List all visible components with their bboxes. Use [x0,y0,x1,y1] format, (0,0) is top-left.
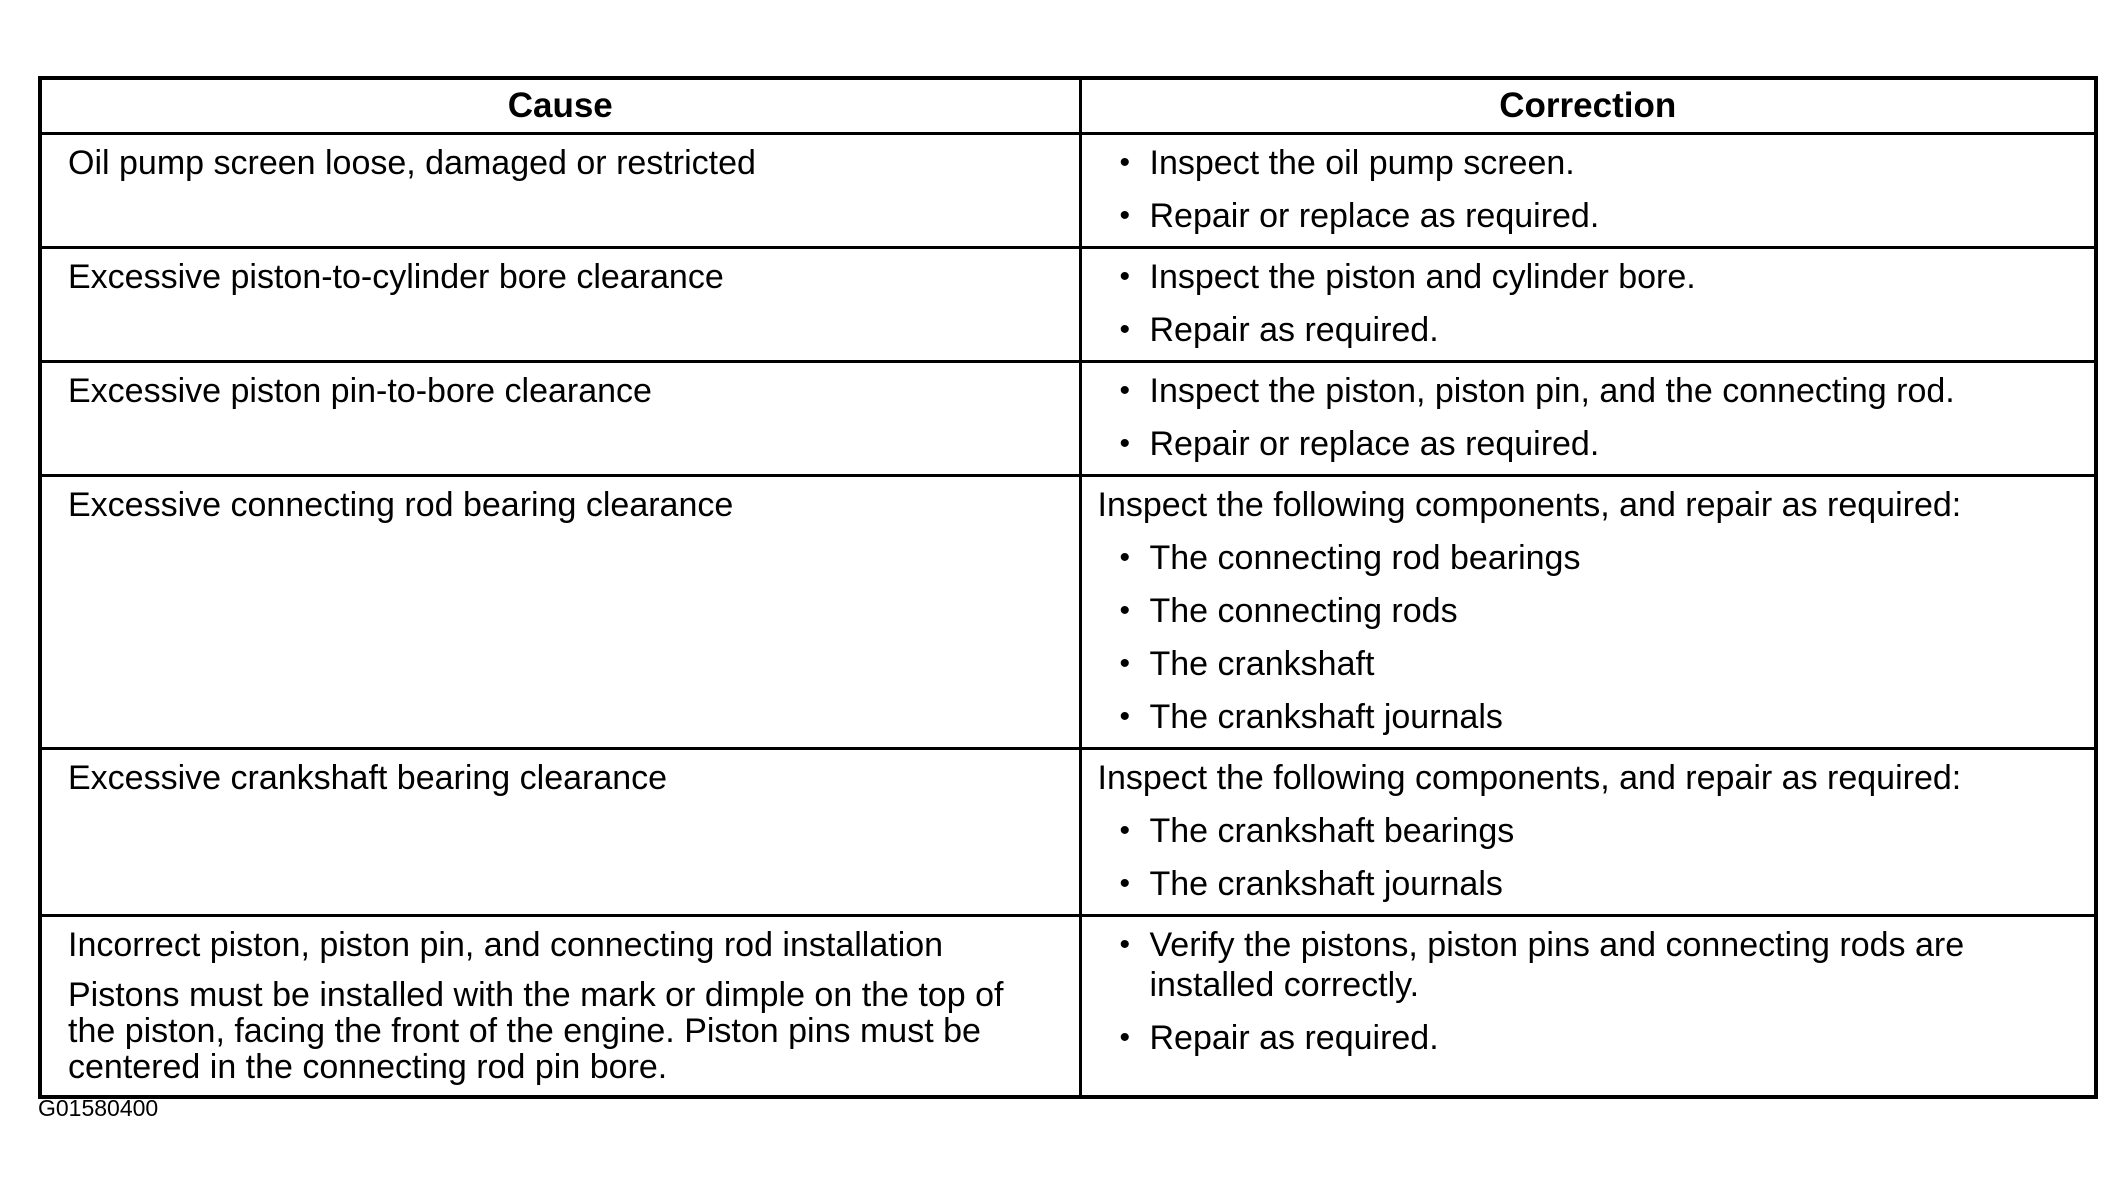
list-item [1098,196,2075,236]
list-item-text: Repair as required. [1149,311,1439,349]
bullet-icon: • [1119,260,1131,293]
list-item-text: Inspect the oil pump screen. [1149,144,1575,182]
list-item [1098,424,2075,464]
list-item-text: Inspect the piston, piston pin, and the connecting rod. [1149,372,1955,410]
cause-text: Incorrect piston, piston pin, and connecting rod installation [68,926,944,964]
cause-cell [40,134,1080,248]
table-header-row [40,78,2096,134]
bullet-icon: • [1119,146,1131,179]
table-row [40,134,2096,248]
table-row [40,916,2096,1098]
list-item [1098,644,2075,684]
correction-cell [1080,248,2096,362]
list-item-text: The crankshaft bearings [1149,812,1515,850]
bullet-icon: • [1119,700,1131,733]
table-row [40,248,2096,362]
bullet-icon: • [1119,313,1131,346]
list-item [1098,591,2075,631]
list-item-text: Verify the pistons, piston pins and connecting rods are installed correctly. [1149,926,1965,1004]
cause-cell [40,476,1080,749]
table-row [40,749,2096,916]
list-item-text: Repair or replace as required. [1149,425,1600,463]
bullet-icon: • [1119,199,1131,232]
list-item-text: The connecting rods [1149,592,1458,630]
cause-cell [40,362,1080,476]
bullet-icon: • [1119,374,1131,407]
bullet-icon: • [1119,541,1131,574]
correction-list [1098,538,2075,737]
cause-note: Pistons must be installed with the mark or dimple on the top of the piston, facing the front of the engine. Piston pins must be centered in the connecting rod pin bore. [68,976,1004,1086]
figure-id: G01580400 [38,1095,159,1121]
correction-cell [1080,749,2096,916]
list-item-text: Inspect the piston and cylinder bore. [1149,258,1696,296]
cause-cell [40,248,1080,362]
list-item [1098,538,2075,578]
correction-cell [1080,362,2096,476]
cause-cell [40,916,1080,1098]
bullet-icon: • [1119,928,1131,961]
list-item [1098,257,2075,297]
list-item-text: The connecting rod bearings [1149,539,1581,577]
correction-cell [1080,476,2096,749]
correction-list [1098,371,2075,464]
correction-cell [1080,916,2096,1098]
bullet-icon: • [1119,647,1131,680]
list-item [1098,143,2075,183]
table-row [40,476,2096,749]
table-row [40,362,2096,476]
column-header-correction: Correction [1080,78,2096,134]
correction-list [1098,143,2075,236]
cause-cell [40,749,1080,916]
list-item [1098,310,2075,350]
bullet-icon: • [1119,1021,1131,1054]
correction-list [1098,925,2075,1058]
cause-text: Excessive piston-to-cylinder bore clearance [68,258,724,296]
correction-cell [1080,134,2096,248]
bullet-icon: • [1119,427,1131,460]
cause-text: Oil pump screen loose, damaged or restricted [68,144,756,182]
list-item-text: The crankshaft [1149,645,1375,683]
list-item-text: Repair as required. [1149,1019,1439,1057]
cause-text: Excessive piston pin-to-bore clearance [68,372,652,410]
column-header-cause: Cause [40,78,1080,134]
list-item-text: The crankshaft journals [1149,698,1503,736]
bullet-icon: • [1119,814,1131,847]
correction-list [1098,811,2075,904]
list-item [1098,811,2075,851]
list-item [1098,864,2075,904]
cause-text: Excessive crankshaft bearing clearance [68,759,668,797]
bullet-icon: • [1119,867,1131,900]
list-item [1098,371,2075,411]
correction-list [1098,257,2075,350]
cause-text: Excessive connecting rod bearing clearance [68,486,734,524]
diagnostic-table [38,76,2098,1099]
list-item-text: Repair or replace as required. [1149,197,1600,235]
list-item-text: The crankshaft journals [1149,865,1503,903]
bullet-icon: • [1119,594,1131,627]
list-item [1098,697,2075,737]
correction-intro: Inspect the following components, and repair as required: [1097,759,1962,797]
correction-intro: Inspect the following components, and repair as required: [1097,486,1962,524]
list-item [1098,925,2075,1005]
list-item [1098,1018,2075,1058]
